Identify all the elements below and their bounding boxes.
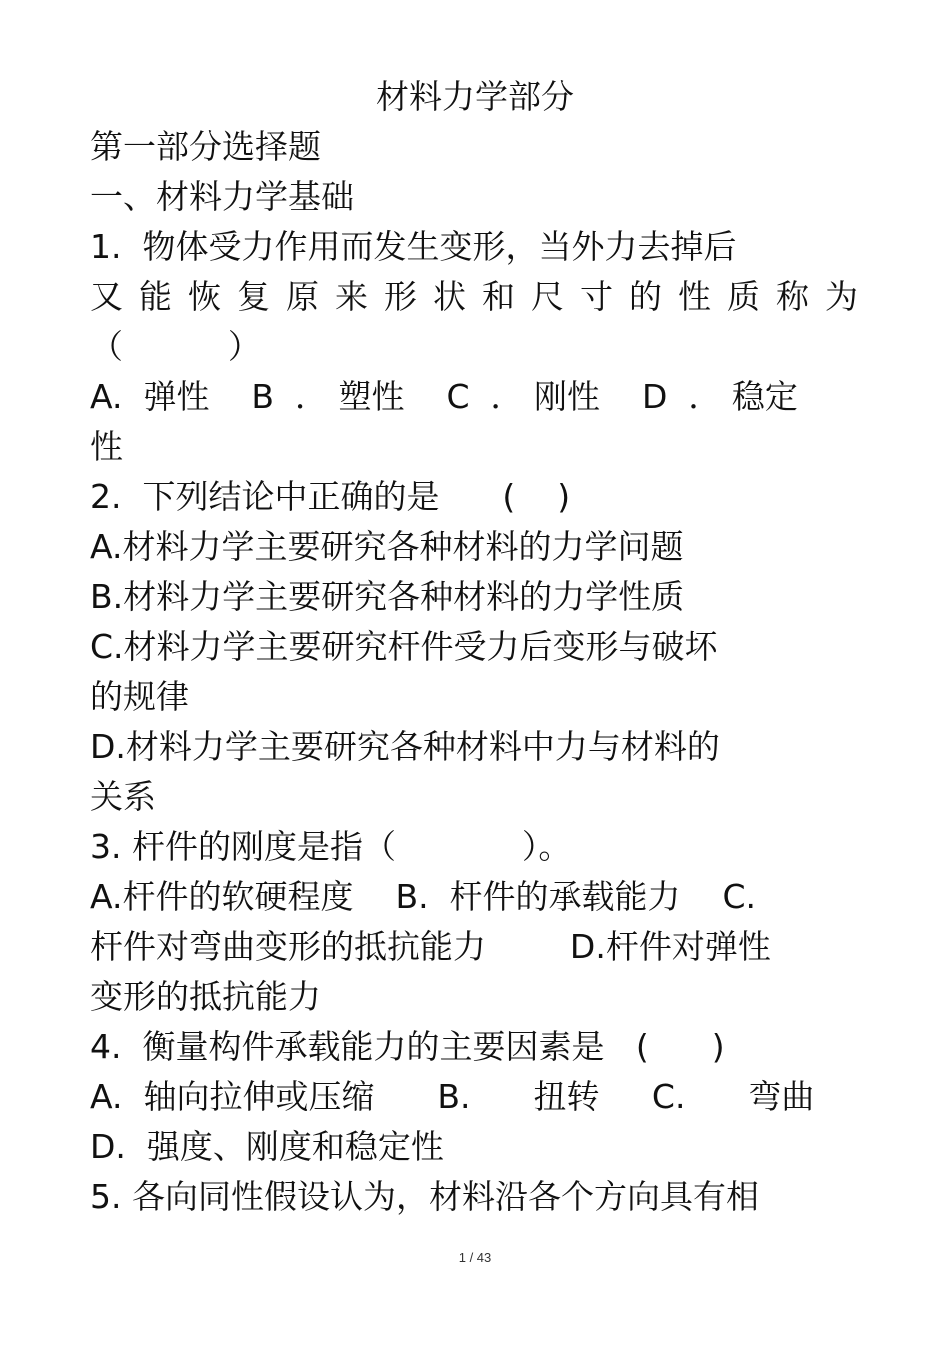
question-1-continuation [90,272,858,322]
question-1-options: A. 弹性 B ． 塑性 C ． 刚性 D ． 稳定 [90,377,798,416]
question-2-option-b: B.材料力学主要研究各种材料的力学性质 [90,577,685,616]
char: 的 [629,277,662,316]
question-2-option-d: D.材料力学主要研究各种材料中力与材料的 [90,727,720,766]
question-1-blank: （ ） [90,327,261,366]
char: 来 [335,277,368,316]
char: 状 [433,277,466,316]
char: 寸 [580,277,613,316]
question-2-option-d-cont: 关系 [90,777,156,816]
question-2-text: 2. 下列结论中正确的是 ( ) [90,477,571,516]
page-number: 1 / 43 [458,1250,492,1265]
char: 和 [482,277,515,316]
char: 性 [678,277,711,316]
question-4-option-d: D. 强度、刚度和稳定性 [90,1127,444,1166]
question-3-options-cont: 杆件对弯曲变形的抵抗能力 D.杆件对弹性 [90,927,771,966]
char: 质 [727,277,760,316]
question-2-option-c: C.材料力学主要研究杆件受力后变形与破坏 [90,627,718,666]
char: 原 [286,277,319,316]
question-4-text: 4. 衡量构件承载能力的主要因素是 ( ) [90,1027,725,1066]
char: 尺 [531,277,564,316]
question-2-option-a: A.材料力学主要研究各种材料的力学问题 [90,527,684,566]
char: 称 [776,277,809,316]
document-title: 材料力学部分 [376,77,574,116]
char: 恢 [188,277,221,316]
question-1-options-cont: 性 [90,427,123,466]
char: 形 [384,277,417,316]
question-3-options-end: 变形的抵抗能力 [90,977,321,1016]
char: 为 [825,277,858,316]
question-2-option-c-cont: 的规律 [90,677,189,716]
question-5-text: 5. 各向同性假设认为，材料沿各个方向具有相 [90,1177,759,1216]
subsection-heading: 一、材料力学基础 [90,177,354,216]
char: 复 [237,277,270,316]
question-3-options: A.杆件的软硬程度 B. 杆件的承载能力 C. [90,877,757,916]
question-4-options: A. 轴向拉伸或压缩 B. 扭转 C. 弯曲 [90,1077,815,1116]
question-1-text: 1. 物体受力作用而发生变形，当外力去掉后 [90,227,737,266]
section-heading: 第一部分选择题 [90,127,321,166]
char: 又 [90,277,123,316]
char: 能 [139,277,172,316]
question-3-text: 3. 杆件的刚度是指（ ）。 [90,827,572,866]
